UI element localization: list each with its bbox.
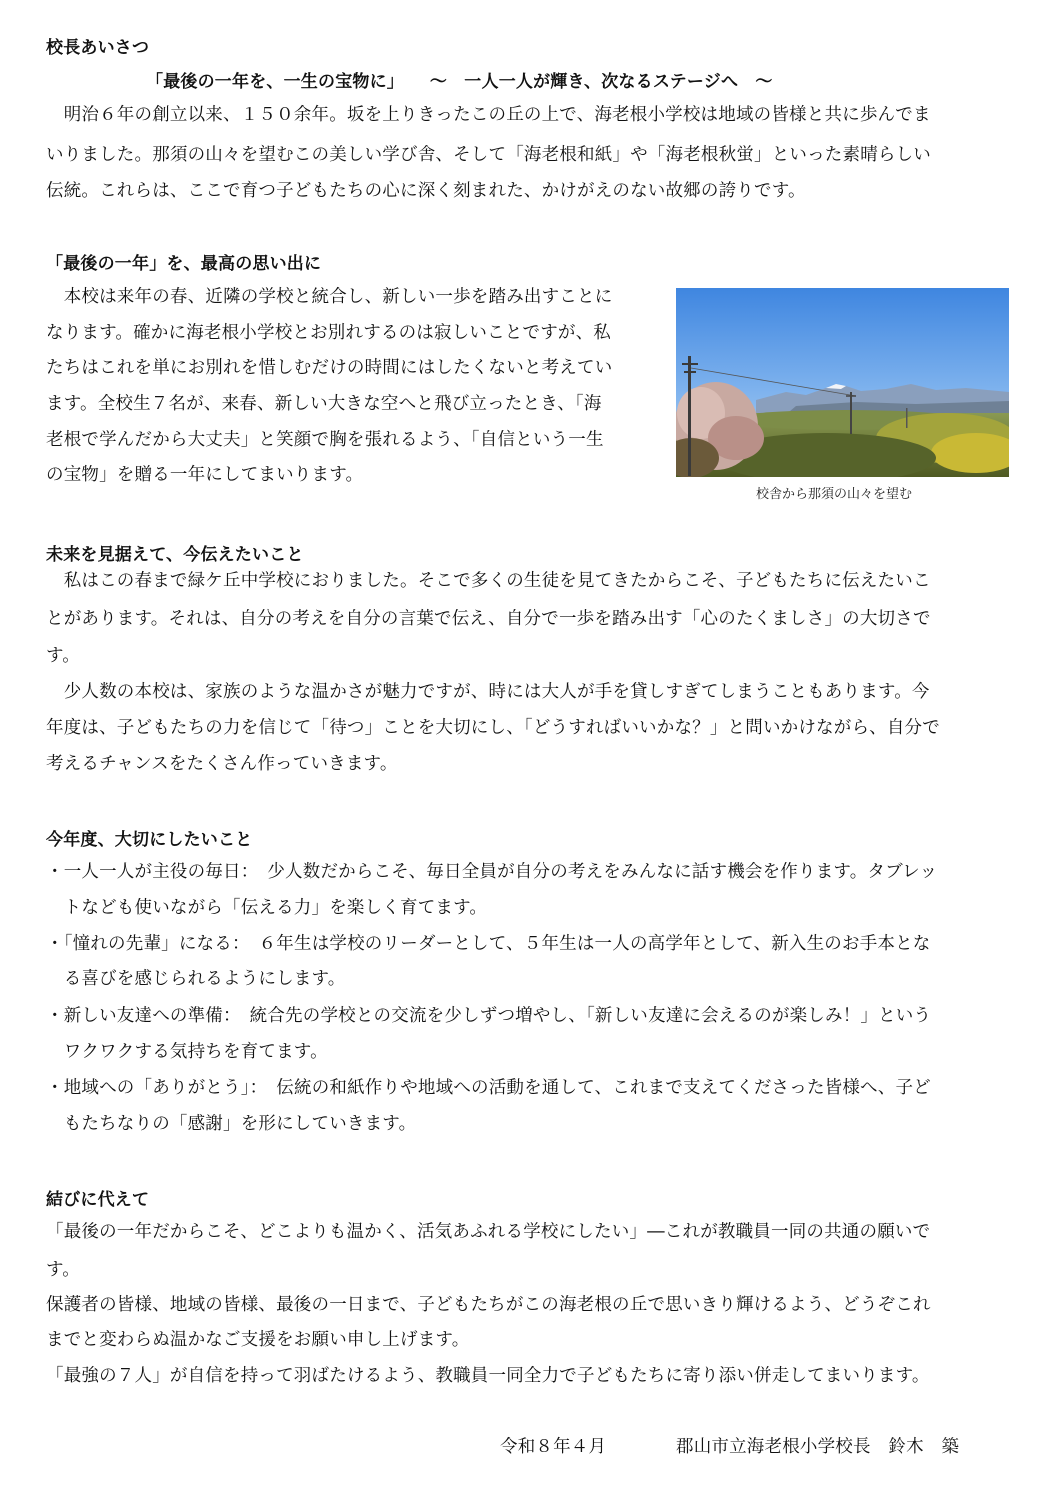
letter-date: 令和８年４月 <box>500 1437 607 1457</box>
section3-bullet-line: トなども使いながら「伝える力」を楽しく育てます。 <box>46 898 488 918</box>
section1-line: の宝物」を贈る一年にしてまいります。 <box>46 465 364 485</box>
section1-line: ます。全校生７名が、来春、新しい大きな空へと飛び立ったとき、「海 <box>46 394 602 414</box>
section2-line: 年度は、子どもたちの力を信じて「待つ」ことを大切にし、「どうすればいいかな？」と問いかけながら、自分で <box>46 718 940 738</box>
section3-bullet-line: ・地域への「ありがとう」： 伝統の和紙作りや地域への活動を通して、これまで支えてくださった皆様へ、子ど <box>46 1078 931 1098</box>
section1-line: 老根で学んだから大丈夫」と笑顔で胸を張れるよう、「自信という一生 <box>46 430 604 450</box>
intro-line: 明治６年の創立以来、１５０余年。坂を上りきったこの丘の上で、海老根小学校は地域の皆様と共に歩んでま <box>46 105 931 125</box>
section1-line: なります。確かに海老根小学校とお別れするのは寂しいことですが、私 <box>46 323 611 343</box>
section4-heading: 結びに代えて <box>46 1190 150 1210</box>
photo-caption: 校舎から那須の山々を望む <box>756 487 913 502</box>
section4-line: す。 <box>46 1260 80 1280</box>
section3-bullet-line: ・「憧れの先輩」になる： ６年生は学校のリーダーとして、５年生は一人の高学年として、新入生のお手本とな <box>46 934 931 954</box>
motto: 「最後の一年を、一生の宝物に」 ～ 一人一人が輝き、次なるステージへ ～ <box>146 72 773 92</box>
intro-line: 伝統。これらは、ここで育つ子どもたちの心に深く刻まれた、かけがえのない故郷の誇りです。 <box>46 181 806 201</box>
greeting-heading: 校長あいさつ <box>46 38 150 58</box>
section3-bullet-line: ・一人一人が主役の毎日： 少人数だからこそ、毎日全員が自分の考えをみんなに話す機会を作ります。タブレッ <box>46 862 938 882</box>
section2-line: す。 <box>46 646 80 666</box>
section3-bullet-line: もたちなりの「感謝」を形にしていきます。 <box>46 1114 417 1134</box>
section1-line: 本校は来年の春、近隣の学校と統合し、新しい一歩を踏み出すことに <box>46 287 613 307</box>
section2-line: とがあります。それは、自分の考えを自分の言葉で伝え、自分で一歩を踏み出す「心のたくましさ」の大切さで <box>46 609 931 629</box>
section2-line: 少人数の本校は、家族のような温かさが魅力ですが、時には大人が手を貸しすぎてしまうこともあります。今 <box>46 682 930 702</box>
section1-line: たちはこれを単にお別れを惜しむだけの時間にはしたくないと考えてい <box>46 358 613 378</box>
section2-heading: 未来を見据えて、今伝えたいこと <box>46 545 304 565</box>
section3-bullet-line: る喜びを感じられるようにします。 <box>46 969 346 989</box>
section2-line: 考えるチャンスをたくさん作っていきます。 <box>46 754 398 774</box>
intro-line: いりました。那須の山々を望むこの美しい学び舎、そして「海老根和紙」や「海老根秋蛍」といった素晴らしい <box>46 145 931 165</box>
section4-line: までと変わらぬ温かなご支援をお願い申し上げます。 <box>46 1330 470 1350</box>
section1-heading: 「最後の一年」を、最高の思い出に <box>46 254 322 274</box>
section3-bullet-line: ・新しい友達への準備： 統合先の学校との交流を少しずつ増やし、「新しい友達に会えるのが楽しみ！」という <box>46 1006 932 1026</box>
landscape-photo-drawing <box>676 288 1009 477</box>
signature: 郡山市立海老根小学校長 鈴木 築 <box>676 1437 960 1457</box>
section4-line: 「最強の７人」が自信を持って羽ばたけるよう、教職員一同全力で子どもたちに寄り添い併走してまいります。 <box>46 1366 930 1386</box>
section4-line: 「最後の一年だからこそ、どこよりも温かく、活気あふれる学校にしたい」―これが教職員一同の共通の願いで <box>46 1222 931 1242</box>
landscape-photo <box>676 288 1009 477</box>
section4-line: 保護者の皆様、地域の皆様、最後の一日まで、子どもたちがこの海老根の丘で思いきり輝けるよう、どうぞこれ <box>46 1295 931 1315</box>
section3-heading: 今年度、大切にしたいこと <box>46 830 253 850</box>
section3-bullet-line: ワクワクする気持ちを育てます。 <box>46 1042 328 1062</box>
section2-line: 私はこの春まで緑ケ丘中学校におりました。そこで多くの生徒を見てきたからこそ、子どもたちに伝えたいこ <box>46 571 931 591</box>
